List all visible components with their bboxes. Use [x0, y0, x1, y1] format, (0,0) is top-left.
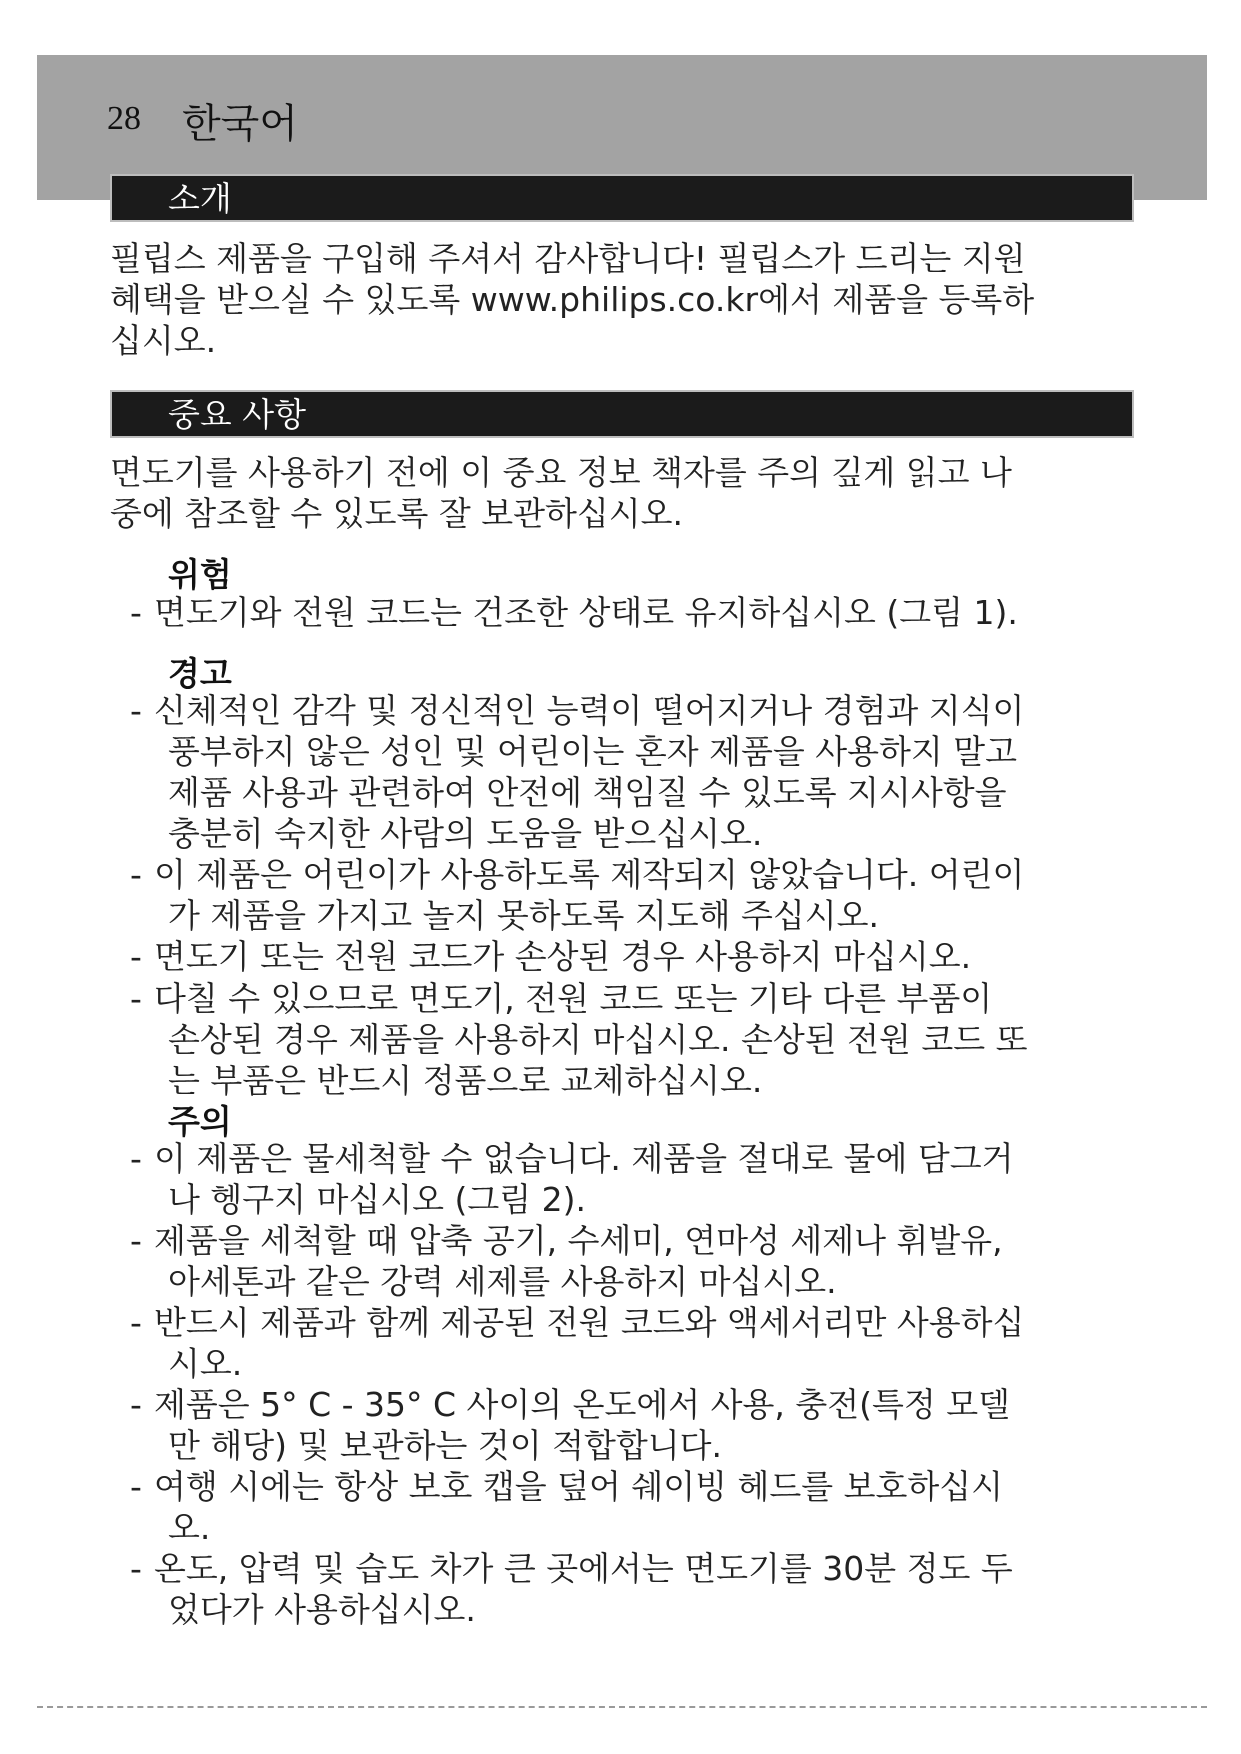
intro-line: 필립스 제품을 구입해 주셔서 감사합니다! 필립스가 드리는 지원	[110, 239, 1026, 278]
item-line: 는 부품은 반드시 정품으로 교체하십시오.	[168, 1061, 763, 1100]
intro-line: 십시오.	[110, 321, 217, 360]
section-bar-important	[110, 390, 1134, 438]
item-line: 반드시 제품과 함께 제공된 전원 코드와 액세서리만 사용하십	[154, 1303, 1025, 1342]
bullet-dash: -	[130, 1221, 142, 1260]
bullet-dash: -	[130, 691, 142, 730]
important-line: 중에 참조할 수 있도록 잘 보관하십시오.	[110, 494, 683, 533]
caution-item	[130, 1466, 1140, 1548]
language-title: 한국어	[182, 101, 298, 147]
item-line: 제품은 5° C - 35° C 사이의 온도에서 사용, 충전(특정 모델	[154, 1385, 1011, 1424]
bullet-dash: -	[130, 855, 142, 894]
item-line: 아세톤과 같은 강력 세제를 사용하지 마십시오.	[168, 1262, 837, 1301]
bullet-dash: -	[130, 593, 142, 632]
warning-item	[130, 690, 1140, 854]
caution-heading: 주의	[168, 1102, 232, 1141]
bullet-dash: -	[130, 1385, 142, 1424]
item-line: 이 제품은 어린이가 사용하도록 제작되지 않았습니다. 어린이	[154, 855, 1025, 894]
important-line: 면도기를 사용하기 전에 이 중요 정보 책자를 주의 깊게 읽고 나	[110, 453, 1012, 492]
item-line: 면도기와 전원 코드는 건조한 상태로 유지하십시오 (그림 1).	[154, 593, 1018, 632]
warning-item	[130, 936, 1140, 977]
item-line: 제품 사용과 관련하여 안전에 책임질 수 있도록 지시사항을	[168, 773, 1007, 812]
section-title-intro: 소개	[168, 179, 232, 218]
item-line: 이 제품은 물세척할 수 없습니다. 제품을 절대로 물에 담그거	[154, 1139, 1014, 1178]
item-line: 손상된 경우 제품을 사용하지 마십시오. 손상된 전원 코드 또	[168, 1020, 1028, 1059]
caution-item	[130, 1138, 1140, 1220]
page-number: 28	[107, 100, 141, 137]
bullet-dash: -	[130, 979, 142, 1018]
item-line: 오.	[168, 1508, 211, 1547]
item-line: 었다가 사용하십시오.	[168, 1590, 476, 1629]
important-paragraph	[110, 452, 1140, 534]
warning-item	[130, 978, 1140, 1101]
item-line: 제품을 세척할 때 압축 공기, 수세미, 연마성 세제나 휘발유,	[154, 1221, 1003, 1260]
warning-item	[130, 854, 1140, 936]
footer-rule	[37, 1706, 1207, 1708]
warning-heading: 경고	[168, 654, 232, 693]
item-line: 여행 시에는 항상 보호 캡을 덮어 쉐이빙 헤드를 보호하십시	[154, 1467, 1003, 1506]
danger-heading: 위험	[168, 555, 232, 594]
item-line: 만 해당) 및 보관하는 것이 적합합니다.	[168, 1426, 722, 1465]
caution-item	[130, 1220, 1140, 1302]
item-line: 다칠 수 있으므로 면도기, 전원 코드 또는 기타 다른 부품이	[154, 979, 993, 1018]
item-line: 나 헹구지 마십시오 (그림 2).	[168, 1180, 586, 1219]
intro-line: 혜택을 받으실 수 있도록 www.philips.co.kr에서 제품을 등록하	[110, 280, 1035, 319]
caution-item	[130, 1384, 1140, 1466]
caution-item	[130, 1548, 1140, 1630]
danger-item	[130, 592, 1140, 633]
bullet-dash: -	[130, 1139, 142, 1178]
item-line: 풍부하지 않은 성인 및 어린이는 혼자 제품을 사용하지 말고	[168, 732, 1017, 771]
item-line: 시오.	[168, 1344, 243, 1383]
item-line: 면도기 또는 전원 코드가 손상된 경우 사용하지 마십시오.	[154, 937, 972, 976]
caution-item	[130, 1302, 1140, 1384]
item-line: 가 제품을 가지고 놀지 못하도록 지도해 주십시오.	[168, 896, 879, 935]
bullet-dash: -	[130, 1549, 142, 1588]
bullet-dash: -	[130, 1467, 142, 1506]
item-line: 신체적인 감각 및 정신적인 능력이 떨어지거나 경험과 지식이	[154, 691, 1025, 730]
intro-paragraph	[110, 238, 1140, 361]
bullet-dash: -	[130, 1303, 142, 1342]
item-line: 온도, 압력 및 습도 차가 큰 곳에서는 면도기를 30분 정도 두	[154, 1549, 1013, 1588]
section-bar-intro	[110, 174, 1134, 222]
bullet-dash: -	[130, 937, 142, 976]
section-title-important: 중요 사항	[168, 395, 307, 434]
item-line: 충분히 숙지한 사람의 도움을 받으십시오.	[168, 814, 763, 853]
